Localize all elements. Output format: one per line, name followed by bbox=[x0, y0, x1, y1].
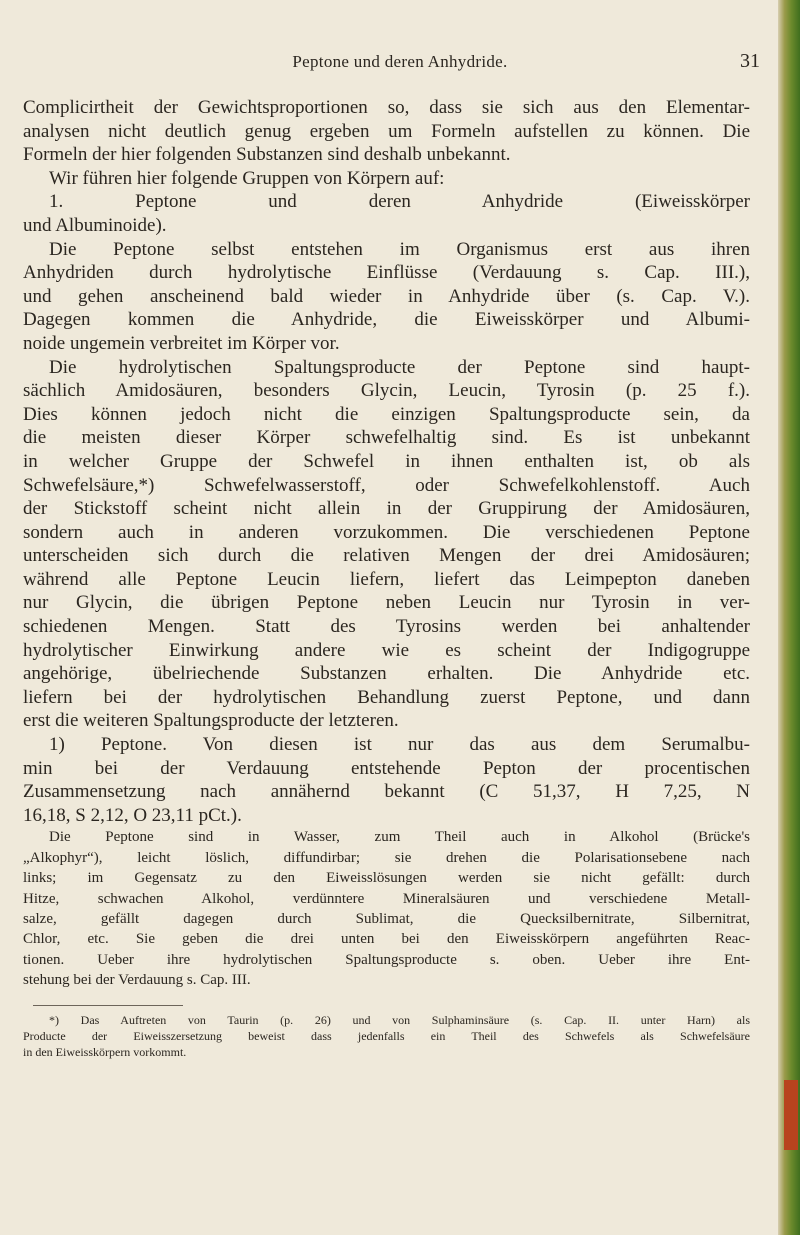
text-line: Schwefelsäure,*) Schwefelwasserstoff, oder Schwefelkohlenstoff. Auch bbox=[23, 474, 750, 496]
text-line: in welcher Gruppe der Schwefel in ihnen enthalten ist, ob als bbox=[23, 450, 750, 472]
text-line: nur Glycin, die übrigen Peptone neben Leucin nur Tyrosin in ver- bbox=[23, 592, 750, 614]
text-line: hydrolytischer Einwirkung andere wie es scheint der Indigogruppe bbox=[23, 639, 750, 661]
small-line: links; im Gegensatz zu den Eiweisslösungen werden sie nicht gefällt: durch bbox=[23, 870, 750, 887]
running-title: Peptone und deren Anhydride. bbox=[292, 52, 508, 71]
text-line: Zusammensetzung nach annähernd bekannt (C 51,37, H 7,25, N bbox=[23, 781, 750, 803]
text-line: Wir führen hier folgende Gruppen von Körpern auf: bbox=[49, 167, 445, 189]
page-number: 31 bbox=[740, 50, 760, 72]
text-line: Die Peptone selbst entstehen im Organismus erst aus ihren bbox=[49, 238, 750, 260]
text-line: erst die weiteren Spaltungsproducte der letzteren. bbox=[23, 710, 399, 732]
text-line: analysen nicht deutlich genug ergeben um Formeln aufstellen zu können. Die bbox=[23, 120, 750, 142]
small-line: salze, gefällt dagegen durch Sublimat, die Quecksilbernitrate, Silbernitrat, bbox=[23, 910, 750, 927]
text-line: noide ungemein verbreitet im Körper vor. bbox=[23, 332, 340, 354]
small-print-paragraph bbox=[23, 827, 750, 990]
small-line: „Alkophyr“), leicht löslich, diffundirbar; sie drehen die Polarisationsebene nach bbox=[23, 849, 750, 866]
footnote-line: Producte der Eiweisszersetzung beweist dass jedenfalls ein Theil des Schwefels als Schwefelsäure bbox=[23, 1028, 750, 1043]
section-heading: 1) Peptone. Von diesen ist nur das aus dem Serumalbu- bbox=[49, 734, 750, 756]
text-line: und gehen anscheinend bald wieder in Anhydride über (s. Cap. V.). bbox=[23, 285, 750, 307]
text-line: der Stickstoff scheint nicht allein in der Gruppirung der Amidosäuren, bbox=[23, 498, 750, 520]
text-line: während alle Peptone Leucin liefern, liefert das Leimpepton daneben bbox=[23, 568, 750, 590]
page-header bbox=[40, 52, 760, 82]
footnote-line: in den Eiweisskörpern vorkommt. bbox=[23, 1044, 187, 1059]
footnote-rule bbox=[33, 1005, 183, 1006]
text-line: sächlich Amidosäuren, besonders Glycin, Leucin, Tyrosin (p. 25 f.). bbox=[23, 380, 750, 402]
spine-marker bbox=[784, 1080, 798, 1150]
small-line: Hitze, schwachen Alkohol, verdünntere Mineralsäuren und verschiedene Metall- bbox=[23, 890, 750, 907]
text-line: liefern bei der hydrolytischen Behandlung zuerst Peptone, und dann bbox=[23, 686, 750, 708]
section-heading: 1. Peptone und deren Anhydride (Eiweisskörper bbox=[49, 191, 750, 213]
small-line: Die Peptone sind in Wasser, zum Theil auch in Alkohol (Brücke's bbox=[49, 829, 750, 846]
text-line: Anhydriden durch hydrolytische Einflüsse (Verdauung s. Cap. III.), bbox=[23, 262, 750, 284]
text-line: Formeln der hier folgenden Substanzen sind deshalb unbekannt. bbox=[23, 144, 511, 166]
text-line: Die hydrolytischen Spaltungsproducte der Peptone sind haupt- bbox=[49, 356, 750, 378]
footnote-line: *) Das Auftreten von Taurin (p. 26) und von Sulphaminsäure (s. Cap. II. unter Harn) als bbox=[49, 1012, 750, 1027]
text-line: 16,18, S 2,12, O 23,11 pCt.). bbox=[23, 804, 242, 826]
text-line: die meisten dieser Körper schwefelhaltig sind. Es ist unbekannt bbox=[23, 427, 750, 449]
text-line: Dagegen kommen die Anhydride, die Eiweisskörper und Albumi- bbox=[23, 309, 750, 331]
small-line: Chlor, etc. Sie geben die drei unten bei den Eiweisskörpern angeführten Reac- bbox=[23, 931, 750, 948]
footnote bbox=[23, 1012, 750, 1060]
text-line: schiedenen Mengen. Statt des Tyrosins werden bei anhaltender bbox=[23, 616, 750, 638]
body-text bbox=[23, 96, 750, 1060]
book-spine-edge bbox=[778, 0, 800, 1235]
small-line: tionen. Ueber ihre hydrolytischen Spaltungsproducte s. oben. Ueber ihre Ent- bbox=[23, 951, 750, 968]
section-heading: und Albuminoide). bbox=[23, 214, 167, 236]
text-line: min bei der Verdauung entstehende Pepton der procentischen bbox=[23, 757, 750, 779]
text-line: angehörige, übelriechende Substanzen erhalten. Die Anhydride etc. bbox=[23, 663, 750, 685]
text-line: Dies können jedoch nicht die einzigen Spaltungsproducte sein, da bbox=[23, 403, 750, 425]
text-line: unterscheiden sich durch die relativen Mengen der drei Amidosäuren; bbox=[23, 545, 750, 567]
small-line: stehung bei der Verdauung s. Cap. III. bbox=[23, 972, 251, 989]
text-line: Complicirtheit der Gewichtsproportionen so, dass sie sich aus den Elementar- bbox=[23, 97, 750, 118]
text-line: sondern auch in anderen vorzukommen. Die verschiedenen Peptone bbox=[23, 521, 750, 543]
